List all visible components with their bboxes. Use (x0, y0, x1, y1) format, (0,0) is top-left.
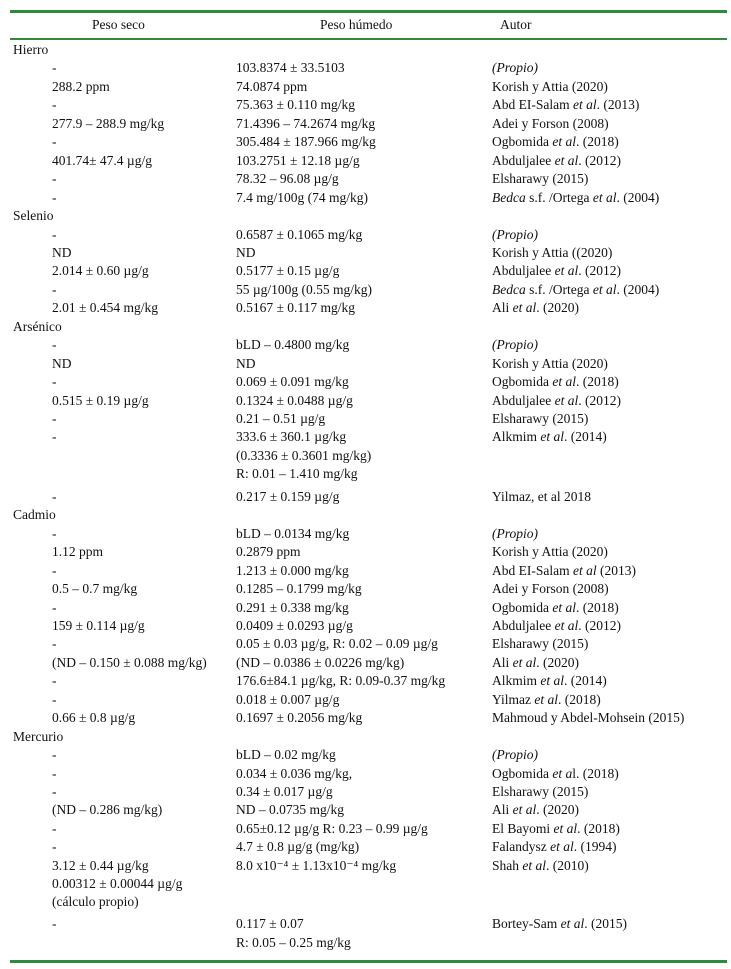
cell-autor (492, 226, 538, 244)
cell-peso-seco: - (52, 429, 57, 445)
author-fragment: Adei y Forson (2008) (492, 115, 609, 131)
table-row (0, 838, 731, 856)
cell-autor (492, 801, 579, 819)
cell-peso-seco: - (52, 134, 57, 150)
table-row (0, 262, 731, 280)
author-italic-fragment: et al (522, 857, 546, 873)
cell-peso-humedo: 103.8374 ± 33.5103 (236, 60, 345, 76)
cell-peso-humedo: 1.213 ± 0.000 mg/kg (236, 562, 349, 578)
cell-peso-humedo: 0.2879 ppm (236, 544, 301, 560)
cell-peso-seco: - (52, 820, 57, 836)
element-section-heading (0, 41, 731, 59)
cell-autor (492, 635, 588, 653)
cell-peso-humedo: (ND – 0.0386 ± 0.0226 mg/kg) (236, 654, 405, 670)
author-fragment: Adei y Forson (2008) (492, 581, 609, 597)
author-fragment: . (2018) (576, 374, 619, 390)
author-fragment: . (2012) (578, 617, 621, 633)
cell-peso-seco: 159 ± 0.114 µg/g (52, 617, 145, 633)
author-fragment: . (2012) (578, 392, 621, 408)
cell-peso-seco: 2.01 ± 0.454 mg/kg (52, 300, 159, 316)
author-italic-fragment: et al (540, 429, 565, 445)
section-label: Arsénico (13, 318, 62, 334)
cell-peso-seco: (ND – 0.286 mg/kg) (52, 802, 163, 818)
author-italic-fragment: et al (550, 839, 574, 855)
author-italic-fragment: (Propio) (492, 337, 538, 353)
author-fragment: Korish y Attia (2020) (492, 544, 608, 560)
author-italic-fragment: et al (592, 281, 617, 297)
cell-autor (492, 59, 538, 77)
element-section-heading (0, 506, 731, 524)
cell-autor (492, 654, 579, 672)
cell-peso-seco: 288.2 ppm (52, 78, 110, 94)
cell-autor (492, 170, 588, 188)
author-fragment: Bortey-Sam (492, 916, 561, 932)
author-fragment: Ali (492, 654, 513, 670)
table-row (0, 635, 731, 653)
author-fragment: . (2004) (616, 281, 660, 297)
cell-peso-seco: - (52, 784, 57, 799)
cell-peso-humedo: 0.1285 – 0.1799 mg/kg (236, 581, 362, 597)
table-row (0, 875, 731, 893)
section-label: Cadmio (13, 507, 56, 523)
section-label: Hierro (13, 42, 49, 57)
author-fragment: . (2020) (536, 654, 580, 670)
author-italic-fragment: et a (552, 765, 573, 781)
cell-peso-seco: - (52, 636, 57, 652)
cell-peso-humedo: 305.484 ± 187.966 mg/kg (236, 134, 376, 150)
author-italic-fragment: (Propio) (492, 525, 538, 541)
author-fragment: s.f. /Ortega (525, 189, 593, 205)
cell-peso-humedo: 0.21 – 0.51 µg/g (236, 411, 326, 426)
author-italic-fragment: et al (552, 374, 576, 390)
author-fragment: Abduljalee (492, 263, 555, 279)
cell-peso-seco: 0.515 ± 0.19 µg/g (52, 392, 149, 408)
cell-peso-seco: 0.66 ± 0.8 µg/g (52, 710, 136, 726)
table-row (0, 562, 731, 580)
cell-autor (492, 765, 619, 783)
author-italic-fragment: et al (572, 97, 597, 113)
cell-peso-humedo: 75.363 ± 0.110 mg/kg (236, 97, 356, 113)
author-fragment: . (2004) (616, 189, 660, 205)
cell-peso-seco: - (52, 337, 57, 353)
section-label: Selenio (13, 208, 54, 224)
cell-autor (492, 599, 619, 617)
author-fragment: . (2018) (576, 134, 619, 150)
cell-peso-humedo: bLD – 0.02 mg/kg (236, 747, 336, 763)
cell-peso-humedo: 7.4 mg/100g (74 mg/kg) (236, 189, 368, 205)
cell-peso-humedo: 78.32 – 96.08 µg/g (236, 171, 339, 187)
cell-autor (492, 152, 621, 170)
cell-autor (492, 543, 608, 561)
cell-peso-seco: - (52, 189, 57, 205)
author-fragment: Korish y Attia (2020) (492, 78, 608, 94)
author-fragment: . (2012) (578, 152, 621, 168)
author-fragment: . (2018) (558, 691, 601, 707)
cell-peso-humedo: 0.217 ± 0.159 µg/g (236, 488, 340, 504)
cell-autor (492, 428, 607, 446)
cell-peso-seco: - (52, 525, 57, 541)
cell-peso-humedo: 74.0874 ppm (236, 78, 308, 94)
cell-autor (492, 115, 609, 133)
cell-peso-seco: (cálculo propio) (52, 894, 139, 910)
cell-peso-humedo: 0.34 ± 0.017 µg/g (236, 784, 333, 799)
author-fragment: Abd EI-Salam (492, 562, 573, 578)
author-fragment: Elsharawy (2015) (492, 411, 589, 426)
cell-peso-humedo: 103.2751 ± 12.18 µg/g (236, 152, 360, 168)
author-fragment: Mahmoud y Abdel-Mohsein (2015) (492, 710, 685, 726)
author-italic-fragment: et al (552, 599, 576, 615)
table-row (0, 299, 731, 317)
table-row (0, 447, 731, 465)
table-row (0, 465, 731, 483)
cell-peso-humedo: 333.6 ± 360.1 µg/kg (236, 429, 347, 445)
table-row (0, 857, 731, 875)
cell-autor (492, 336, 538, 354)
table-row (0, 893, 731, 911)
cell-peso-seco: - (52, 97, 57, 113)
author-italic-fragment: et al (540, 673, 565, 689)
author-fragment: s.f. /Ortega (525, 281, 593, 297)
cell-autor (492, 392, 621, 410)
cell-autor (492, 299, 579, 317)
table-row (0, 765, 731, 783)
cell-autor (492, 262, 621, 280)
cell-peso-seco: - (52, 765, 57, 781)
table-row (0, 801, 731, 819)
author-fragment: Abduljalee (492, 392, 555, 408)
author-fragment: Alkmim (492, 429, 541, 445)
author-italic-fragment: et al (552, 134, 576, 150)
cell-peso-seco: - (52, 673, 57, 689)
cell-peso-humedo: 0.65±0.12 µg/g R: 0.23 – 0.99 µg/g (236, 820, 428, 836)
cell-autor (492, 857, 589, 875)
cell-peso-humedo: 4.7 ± 0.8 µg/g (mg/kg) (236, 839, 360, 855)
table-row (0, 226, 731, 244)
cell-peso-seco: 401.74± 47.4 µg/g (52, 152, 152, 168)
table-row (0, 691, 731, 709)
header-rule (10, 38, 727, 40)
cell-autor (492, 281, 659, 299)
cell-peso-humedo: R: 0.01 – 1.410 mg/kg (236, 466, 358, 482)
bottom-border (10, 960, 727, 963)
cell-autor (492, 355, 608, 373)
cell-peso-seco: - (52, 226, 57, 242)
cell-peso-humedo: 0.1324 ± 0.0488 µg/g (236, 392, 353, 408)
author-italic-fragment: et al (554, 263, 579, 279)
author-italic-fragment: et al (512, 654, 537, 670)
author-fragment: Ogbomida (492, 599, 553, 615)
cell-autor (492, 915, 627, 933)
author-fragment: Falandysz (492, 839, 551, 855)
author-fragment: . (2014) (564, 673, 607, 689)
header-peso-humedo: Peso húmedo (320, 17, 393, 32)
author-fragment: El Bayomi (492, 820, 554, 836)
cell-autor (492, 373, 619, 391)
top-border (10, 10, 727, 13)
section-label: Mercurio (13, 728, 64, 744)
cell-autor (492, 189, 659, 207)
cell-peso-seco: 277.9 – 288.9 mg/kg (52, 115, 165, 131)
cell-peso-seco: 0.5 – 0.7 mg/kg (52, 581, 138, 597)
author-fragment: Abd EI-Salam (492, 97, 573, 113)
cell-autor (492, 133, 619, 151)
author-fragment: Elsharawy (2015) (492, 636, 589, 652)
cell-peso-seco: - (52, 916, 57, 932)
author-fragment: Ogbomida (492, 374, 553, 390)
cell-peso-humedo: bLD – 0.4800 mg/kg (236, 337, 350, 353)
cell-autor (492, 691, 601, 709)
cell-autor (492, 410, 588, 428)
cell-autor (492, 838, 617, 856)
author-fragment: . (2018) (576, 599, 619, 615)
table-row (0, 934, 731, 952)
cell-autor (492, 820, 620, 838)
author-italic-fragment: (Propio) (492, 226, 538, 242)
cell-peso-seco: - (52, 374, 57, 390)
author-fragment: Korish y Attia ((2020) (492, 244, 613, 260)
author-fragment: . (1994) (573, 839, 617, 855)
cell-peso-humedo: 55 µg/100g (0.55 mg/kg) (236, 281, 373, 297)
cell-peso-seco: - (52, 411, 57, 426)
table-row (0, 428, 731, 446)
cell-peso-humedo: 0.05 ± 0.03 µg/g, R: 0.02 – 0.09 µg/g (236, 636, 438, 652)
cell-peso-humedo: R: 0.05 – 0.25 mg/kg (236, 934, 351, 950)
cell-autor (492, 562, 636, 580)
cell-autor (492, 488, 591, 506)
cell-autor (492, 244, 612, 262)
author-fragment: Abduljalee (492, 152, 555, 168)
cell-autor (492, 746, 538, 764)
table-row (0, 189, 731, 207)
element-section-heading (0, 728, 731, 746)
cell-autor (492, 709, 684, 727)
author-fragment: Korish y Attia (2020) (492, 355, 608, 371)
author-italic-fragment: et al (553, 820, 578, 836)
cell-peso-humedo: ND (236, 355, 256, 371)
author-italic-fragment: Bedca (492, 281, 526, 297)
author-fragment: . (2020) (536, 802, 580, 818)
table-row (0, 170, 731, 188)
cell-autor (492, 617, 621, 635)
author-italic-fragment: et al (534, 691, 558, 707)
cell-peso-seco: - (52, 60, 57, 76)
author-fragment: Ali (492, 802, 513, 818)
author-fragment: Elsharawy (2015) (492, 171, 589, 187)
header-autor: Autor (500, 17, 532, 32)
table-row (0, 133, 731, 151)
author-fragment: Abduljalee (492, 617, 555, 633)
cell-peso-seco: - (52, 691, 57, 707)
element-section-heading (0, 318, 731, 336)
cell-peso-humedo: 0.1697 ± 0.2056 mg/kg (236, 710, 363, 726)
cell-peso-seco: 0.00312 ± 0.00044 µg/g (52, 876, 183, 892)
author-fragment: . (2020) (536, 300, 580, 316)
cell-peso-seco: - (52, 747, 57, 763)
table-row (0, 746, 731, 764)
cell-peso-humedo: 0.0409 ± 0.0293 µg/g (236, 617, 353, 633)
author-fragment: Ogbomida (492, 134, 553, 150)
table-row (0, 336, 731, 354)
cell-autor (492, 525, 538, 543)
author-fragment: . (2015) (584, 916, 627, 932)
author-italic-fragment: Bedca (492, 189, 526, 205)
cell-peso-seco: - (52, 599, 57, 615)
cell-peso-seco: - (52, 488, 57, 504)
cell-peso-seco: - (52, 281, 57, 297)
author-italic-fragment: (Propio) (492, 747, 538, 763)
table-row (0, 355, 731, 373)
cell-peso-humedo: 0.069 ± 0.091 mg/kg (236, 374, 349, 390)
cell-peso-seco: (ND – 0.150 ± 0.088 mg/kg) (52, 654, 207, 670)
cell-peso-humedo: 0.018 ± 0.007 µg/g (236, 691, 340, 707)
author-italic-fragment: et al (554, 152, 579, 168)
cell-autor (492, 783, 588, 801)
table-row (0, 617, 731, 635)
table-row (0, 410, 731, 428)
table-row (0, 281, 731, 299)
author-fragment: . (2013) (596, 97, 640, 113)
table-row (0, 96, 731, 114)
author-italic-fragment: et al (560, 916, 585, 932)
author-fragment: Elsharawy (2015) (492, 784, 589, 799)
author-fragment: . (2018) (577, 820, 620, 836)
cell-peso-humedo: 71.4396 – 74.2674 mg/kg (236, 115, 376, 131)
header-peso-seco: Peso seco (92, 17, 145, 32)
cell-peso-humedo: (0.3336 ± 0.3601 mg/kg) (236, 447, 372, 463)
cell-peso-humedo: 8.0 x10⁻⁴ ± 1.13x10⁻⁴ mg/kg (236, 857, 397, 873)
author-fragment: . (2014) (564, 429, 607, 445)
table-row (0, 59, 731, 77)
table-row (0, 709, 731, 727)
cell-autor (492, 672, 607, 690)
author-fragment: Ali (492, 300, 513, 316)
cell-peso-seco: - (52, 171, 57, 187)
table-row (0, 915, 731, 933)
table-row (0, 543, 731, 561)
author-fragment: Yilmaz, et al 2018 (492, 488, 591, 504)
author-italic-fragment: et al (572, 562, 597, 578)
cell-peso-humedo: 0.291 ± 0.338 mg/kg (236, 599, 349, 615)
table-row (0, 525, 731, 543)
author-italic-fragment: et al (554, 392, 579, 408)
author-fragment: . (2012) (578, 263, 621, 279)
author-italic-fragment: et al (592, 189, 617, 205)
cell-peso-humedo: ND – 0.0735 mg/kg (236, 802, 344, 818)
table-row (0, 115, 731, 133)
author-fragment: Shah (492, 857, 523, 873)
cell-peso-seco: ND (52, 244, 72, 260)
cell-peso-seco: 1.12 ppm (52, 544, 104, 560)
author-italic-fragment: (Propio) (492, 60, 538, 76)
cell-autor (492, 78, 608, 96)
author-fragment: (2013) (596, 562, 636, 578)
table-row (0, 820, 731, 838)
cell-peso-humedo: 0.5167 ± 0.117 mg/kg (236, 300, 356, 316)
table-row (0, 599, 731, 617)
cell-peso-humedo: 176.6±84.1 µg/kg, R: 0.09-0.37 mg/kg (236, 673, 446, 689)
table-row (0, 244, 731, 262)
author-italic-fragment: et al (512, 802, 537, 818)
author-fragment: Yilmaz (492, 691, 535, 707)
cell-peso-humedo: bLD – 0.0134 mg/kg (236, 525, 350, 541)
cell-peso-humedo: 0.6587 ± 0.1065 mg/kg (236, 226, 363, 242)
cell-peso-seco: - (52, 839, 57, 855)
element-section-heading (0, 207, 731, 225)
cell-autor (492, 580, 609, 598)
cell-peso-seco: 2.014 ± 0.60 µg/g (52, 263, 149, 279)
cell-autor (492, 96, 639, 114)
table-row (0, 672, 731, 690)
cell-peso-seco: 3.12 ± 0.44 µg/kg (52, 857, 149, 873)
cell-peso-humedo: 0.034 ± 0.036 mg/kg, (236, 765, 353, 781)
cell-peso-seco: - (52, 562, 57, 578)
cell-peso-humedo: 0.117 ± 0.07 (236, 916, 304, 932)
table-row (0, 373, 731, 391)
table-row (0, 392, 731, 410)
table-row (0, 488, 731, 506)
table-row (0, 152, 731, 170)
author-fragment: Ogbomida (492, 765, 553, 781)
cell-peso-humedo: 0.5177 ± 0.15 µg/g (236, 263, 340, 279)
author-italic-fragment: et al (554, 617, 579, 633)
author-fragment: l. (2018) (572, 765, 619, 781)
table-row (0, 654, 731, 672)
cell-peso-seco: ND (52, 355, 72, 371)
author-fragment: . (2010) (546, 857, 589, 873)
table-row (0, 783, 731, 801)
cell-peso-humedo: ND (236, 244, 256, 260)
author-italic-fragment: et al (512, 300, 537, 316)
table-row (0, 580, 731, 598)
author-fragment: Alkmim (492, 673, 541, 689)
table-row (0, 78, 731, 96)
